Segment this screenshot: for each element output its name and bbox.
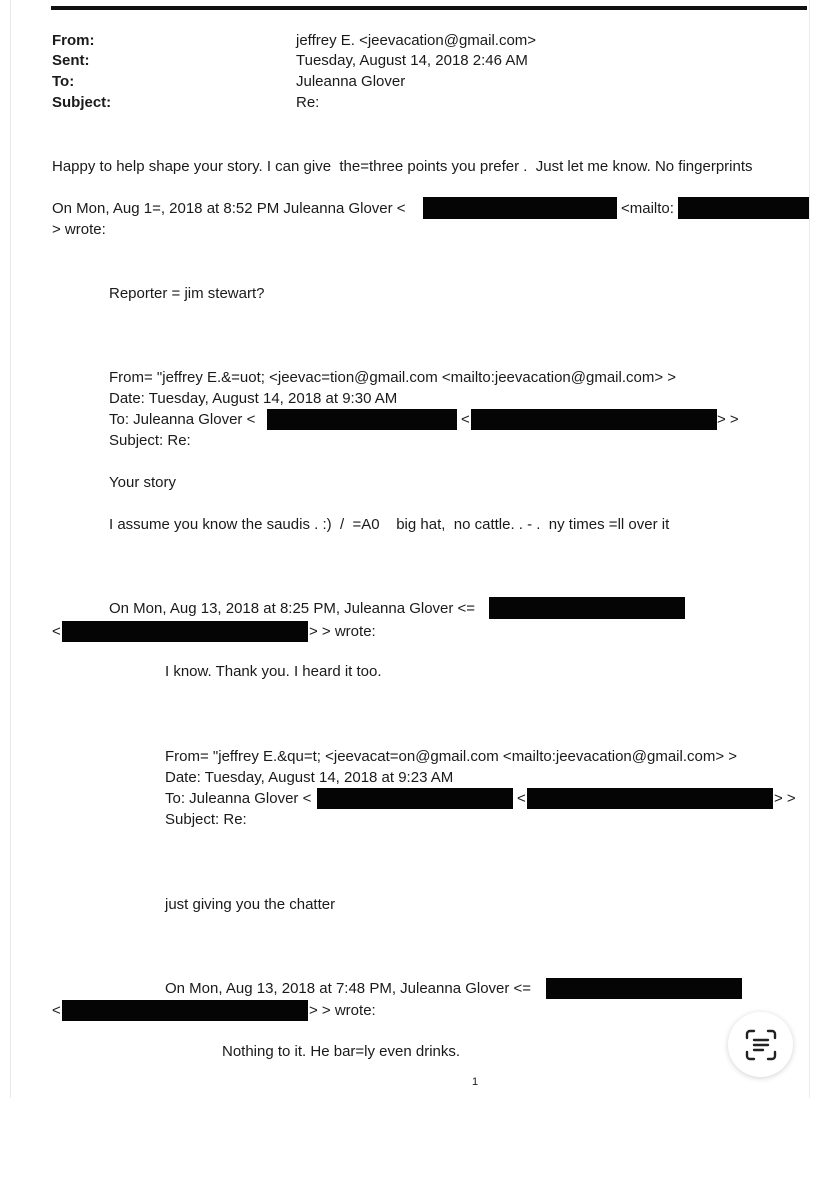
quote3-message: Nothing to it. He bar=ly even drinks. [222, 1043, 461, 1060]
email3-to-bracket: < [517, 790, 526, 807]
from-label: From: [52, 32, 95, 49]
sent-value: Tuesday, August 14, 2018 2:46 AM [296, 52, 528, 69]
redaction-box [62, 1000, 308, 1021]
email3-date: Date: Tuesday, August 14, 2018 at 9:23 AM [165, 769, 454, 786]
email3-from: From= "jeffrey E.&qu=t; <jeevacat=on@gmail.com <mailto:jeevacation@gmail.com> > [165, 748, 738, 765]
top-rule [51, 6, 807, 10]
quote1-attribution: On Mon, Aug 1=, 2018 at 8:52 PM Juleanna Glover < [52, 200, 406, 217]
redaction-box [423, 197, 617, 219]
scan-text-button[interactable] [728, 1012, 793, 1077]
redaction-box [546, 978, 742, 999]
redaction-box [527, 788, 773, 809]
quote1-wrote: > wrote: [52, 221, 106, 238]
redaction-box [62, 621, 308, 642]
email2-message-2: I assume you know the saudis . :) / =A0 big hat, no cattle. . - . ny times =ll over it [109, 516, 670, 533]
quote2-attribution: On Mon, Aug 13, 2018 at 8:25 PM, Juleanna Glover <= [109, 600, 476, 617]
quote3-bracket: < [52, 1002, 61, 1019]
body-line: Happy to help shape your story. I can give the=three points you prefer . Just let me know. No fingerprints [52, 158, 753, 175]
quote3-attribution: On Mon, Aug 13, 2018 at 7:48 PM, Juleanna Glover <= [165, 980, 532, 997]
to-value: Juleanna Glover [296, 73, 406, 90]
email2-message-1: Your story [109, 474, 176, 491]
email2-to-close: > > [717, 411, 739, 428]
email2-to: To: Juleanna Glover < [109, 411, 256, 428]
subject-value: Re: [296, 94, 320, 111]
email2-date: Date: Tuesday, August 14, 2018 at 9:30 AM [109, 390, 398, 407]
redaction-box [317, 788, 513, 809]
email2-to-bracket: < [461, 411, 470, 428]
scan-text-icon [743, 1027, 779, 1063]
redaction-box [678, 197, 809, 219]
email2-subject: Subject: Re: [109, 432, 191, 449]
quote2-wrote: > > wrote: [309, 623, 376, 640]
subject-label: Subject: [52, 94, 112, 111]
from-value: jeffrey E. <jeevacation@gmail.com> [296, 32, 537, 49]
email3-subject: Subject: Re: [165, 811, 247, 828]
email3-to: To: Juleanna Glover < [165, 790, 312, 807]
sent-label: Sent: [52, 52, 90, 69]
redaction-box [489, 597, 685, 619]
email2-from: From= "jeffrey E.&=uot; <jeevac=tion@gmail.com <mailto:jeevacation@gmail.com> > [109, 369, 677, 386]
redaction-box [267, 409, 457, 430]
page-number: 1 [472, 1076, 479, 1088]
email3-message: just giving you the chatter [165, 896, 336, 913]
to-label: To: [52, 73, 75, 90]
document-page [10, 0, 810, 1098]
quote2-message: I know. Thank you. I heard it too. [165, 663, 382, 680]
quote1-mailto: <mailto: [621, 200, 674, 217]
email3-to-close: > > [774, 790, 796, 807]
quote3-wrote: > > wrote: [309, 1002, 376, 1019]
quote1-message: Reporter = jim stewart? [109, 285, 265, 302]
redaction-box [471, 409, 717, 430]
quote2-bracket: < [52, 623, 61, 640]
